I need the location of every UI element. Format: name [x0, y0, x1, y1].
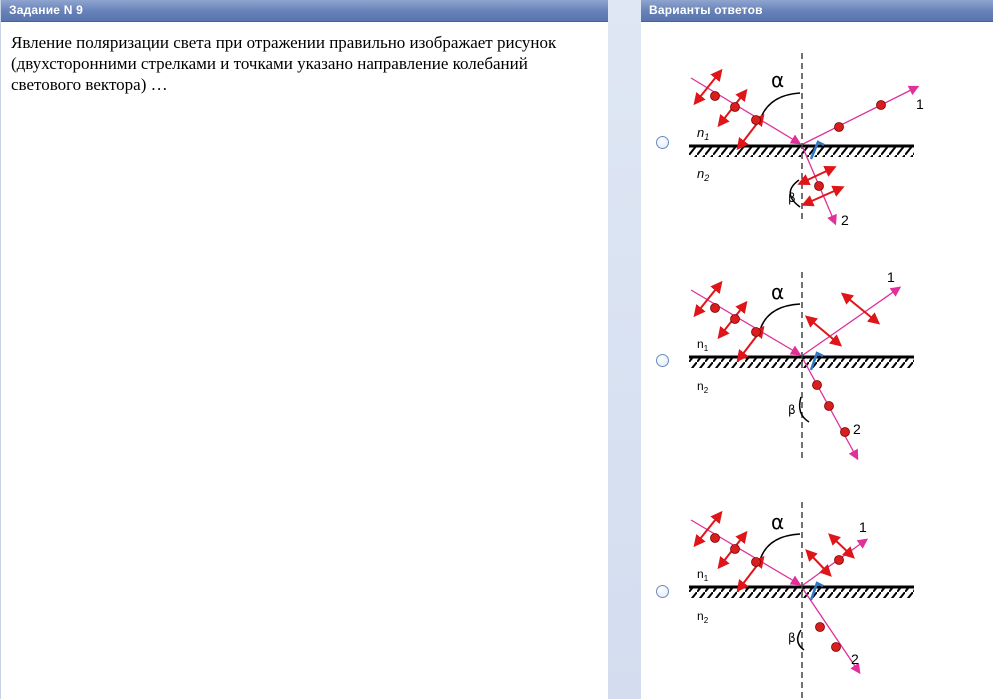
- ray-1-label: 1: [859, 519, 867, 535]
- n2-label: $n_2$: [697, 609, 709, 625]
- answers-panel: [641, 0, 993, 699]
- vector-dots: [711, 92, 886, 191]
- n1-label: $n_1$: [697, 125, 710, 142]
- n2-label: $n_2$: [697, 379, 709, 395]
- ray-1-label: 1: [887, 269, 895, 285]
- reflected-ray: [803, 87, 917, 144]
- angle-alpha-arc: [759, 534, 800, 564]
- polarization-figure-2: [641, 262, 993, 462]
- n1-label: $n_1$: [697, 567, 709, 583]
- ray-2-label: 2: [853, 421, 861, 437]
- angle-beta-arc: [800, 397, 809, 422]
- ray-1-label: 1: [916, 96, 924, 112]
- answers-header: Варианты ответов: [641, 0, 993, 22]
- ray-2-label: 2: [841, 212, 849, 228]
- vector-arrows: [696, 284, 877, 359]
- alpha-label: α: [771, 68, 785, 92]
- task-header: Задание N 9: [1, 0, 608, 22]
- answer-option-3[interactable]: [641, 492, 993, 699]
- beta-label: β: [788, 403, 796, 417]
- angle-beta-arc: [798, 630, 804, 650]
- ray-2-label: 2: [851, 651, 859, 667]
- polarization-figure-1: [641, 45, 993, 235]
- answer-option-2[interactable]: [641, 262, 993, 462]
- panel-divider: [608, 0, 641, 699]
- question-text: Явление поляризации света при отражении правильно изображает рисунок (двухсторонними стрелками и точками указано направление колебаний светового вектора) …: [11, 33, 557, 94]
- alpha-label: α: [771, 280, 785, 304]
- alpha-label: α: [771, 510, 785, 534]
- polarization-figure-3: [641, 492, 993, 699]
- n1-label: $n_1$: [697, 337, 709, 353]
- n2-label: $n_2$: [697, 166, 710, 183]
- beta-label: β: [788, 631, 796, 645]
- reflected-ray: [803, 540, 866, 585]
- angle-alpha-arc: [759, 93, 800, 123]
- angle-alpha-arc: [759, 304, 800, 334]
- vector-dots: [711, 304, 850, 437]
- beta-label: β: [788, 191, 796, 205]
- answer-option-1[interactable]: [641, 45, 993, 235]
- reflected-ray: [803, 288, 899, 355]
